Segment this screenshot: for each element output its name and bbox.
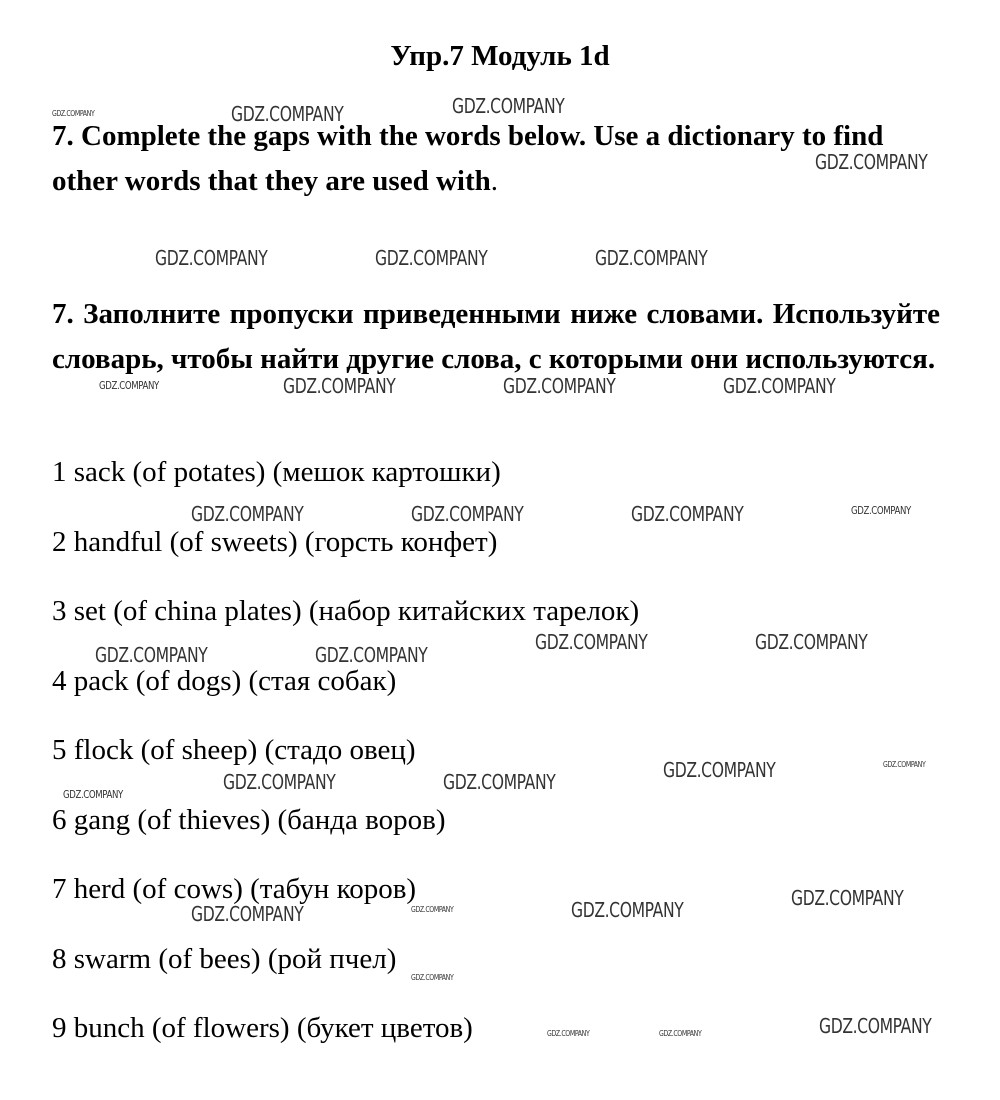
watermark: GDZ.COMPANY [883,760,926,769]
watermark: GDZ.COMPANY [547,1029,590,1038]
watermark: GDZ.COMPANY [52,109,95,118]
answer-item-1: 1 sack (of potates) (мешок картошки) [52,456,501,488]
watermark: GDZ.COMPANY [191,502,304,526]
watermark: GDZ.COMPANY [723,374,836,398]
watermark: GDZ.COMPANY [819,1014,932,1038]
watermark: GDZ.COMPANY [571,898,684,922]
watermark: GDZ.COMPANY [411,905,454,914]
watermark: GDZ.COMPANY [223,770,336,794]
task-instruction-russian: 7. Заполните пропуски приведенными ниже словами. Используйте словарь, чтобы найти другие слова, с которыми они используются. [52,298,940,375]
answer-item-9: 9 bunch (of flowers) (букет цветов) [52,1012,473,1044]
watermark: GDZ.COMPANY [283,374,396,398]
watermark: GDZ.COMPANY [99,379,159,392]
watermark: GDZ.COMPANY [659,1029,702,1038]
watermark: GDZ.COMPANY [663,758,776,782]
watermark: GDZ.COMPANY [851,504,911,517]
watermark: GDZ.COMPANY [535,630,648,654]
answer-item-5: 5 flock (of sheep) (стадо овец) [52,734,416,766]
watermark: GDZ.COMPANY [755,630,868,654]
watermark: GDZ.COMPANY [375,246,488,270]
answer-item-6: 6 gang (of thieves) (банда воров) [52,803,446,836]
watermark: GDZ.COMPANY [231,102,344,126]
page-title: Упр.7 Модуль 1d [390,40,610,72]
watermark: GDZ.COMPANY [815,150,928,174]
answer-item-8: 8 swarm (of bees) (рой пчел) [52,942,397,975]
task-instruction-english-period: . [490,165,499,197]
answer-item-2: 2 handful (of sweets) (горсть конфет) [52,525,498,558]
watermark: GDZ.COMPANY [595,246,708,270]
answer-item-4: 4 pack (of dogs) (стая собак) [52,664,397,697]
answers-list [52,450,952,1076]
watermark: GDZ.COMPANY [631,502,744,526]
watermark: GDZ.COMPANY [411,973,454,982]
watermark: GDZ.COMPANY [155,246,268,270]
answer-item-3: 3 set (of china plates) (набор китайских тарелок) [52,595,640,627]
watermark: GDZ.COMPANY [503,374,616,398]
watermark: GDZ.COMPANY [95,643,208,667]
watermark: GDZ.COMPANY [452,94,565,118]
watermark: GDZ.COMPANY [791,886,904,910]
watermark: GDZ.COMPANY [191,902,304,926]
answer-item-7: 7 herd (of cows) (табун коров) [52,873,417,905]
watermark: GDZ.COMPANY [443,770,556,794]
task-instruction-english-text: 7. Complete the gaps with the words below. Use a dictionary to find other words that they are used with [52,120,884,197]
watermark: GDZ.COMPANY [315,643,428,667]
watermark: GDZ.COMPANY [63,788,123,801]
watermark: GDZ.COMPANY [411,502,524,526]
